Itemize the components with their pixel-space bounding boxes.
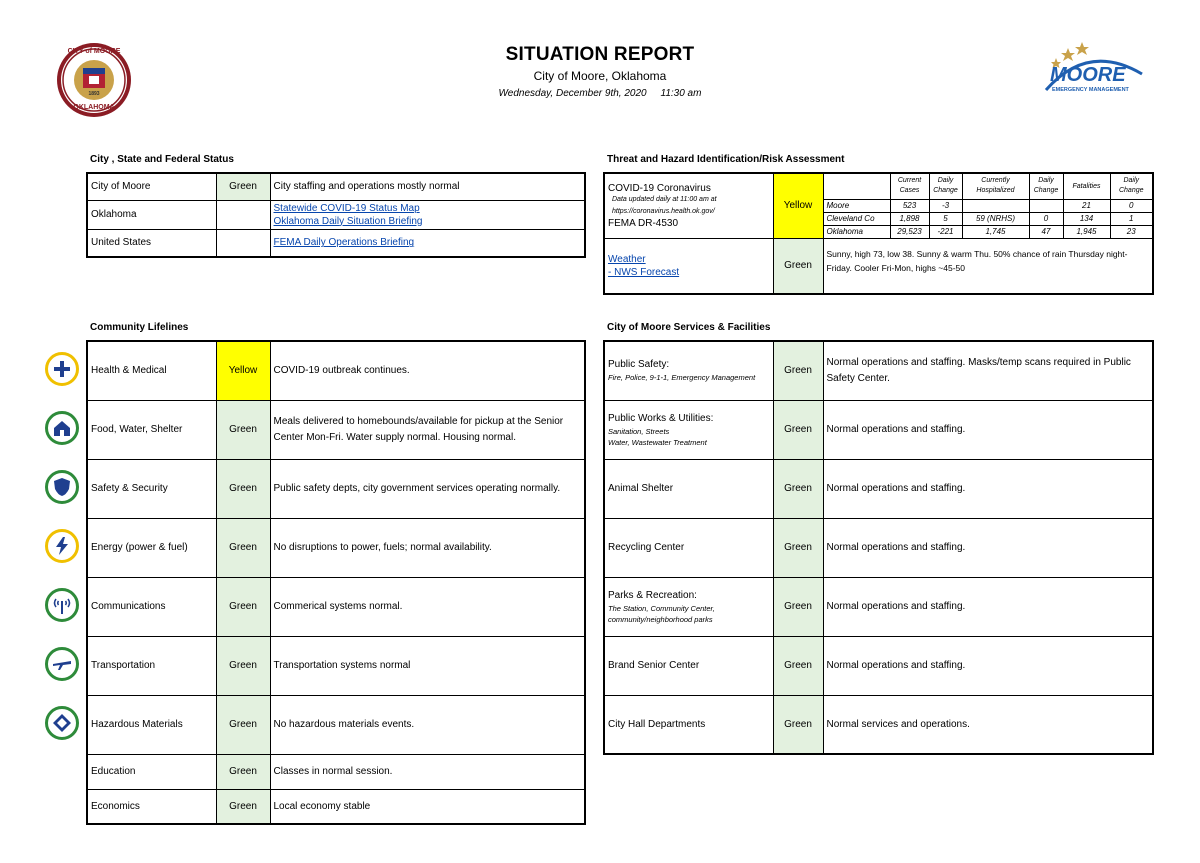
service-status: Green [773, 459, 823, 518]
lifeline-row [87, 341, 585, 400]
covid-cases: 523 [890, 199, 929, 212]
weather-notes: Sunny, high 73, low 38. Sunny & warm Thu. 50% chance of rain Thursday night-Friday. Cooler Fri-Mon, highs ~45-50 [823, 238, 1153, 294]
lifeline-name: Food, Water, Shelter [87, 400, 216, 459]
service-notes: Normal operations and staffing. [823, 518, 1153, 577]
seal-text-top: CITY of MOORE [67, 48, 121, 55]
lifeline-status: Green [216, 400, 270, 459]
transportation-icon [45, 647, 79, 681]
fatalities-header: Fatalities [1063, 173, 1110, 199]
lifeline-status: Green [216, 518, 270, 577]
lifeline-notes: Public safety depts, city government services operating normally. [270, 459, 585, 518]
covid-area: Oklahoma [823, 225, 890, 238]
lifeline-notes: Meals delivered to homebounds/available for pickup at the Senior Center Mon-Fri. Water supply normal. Housing normal. [270, 400, 585, 459]
covid-hosp: 59 (NRHS) [962, 212, 1029, 225]
status-row [87, 229, 585, 257]
lifeline-row [87, 636, 585, 695]
service-status: Green [773, 341, 823, 400]
covid-change: 5 [929, 212, 962, 225]
page-title: SITUATION REPORT [505, 44, 695, 65]
service-row [604, 459, 1153, 518]
lifeline-row [87, 695, 585, 754]
lifeline-name: Communications [87, 577, 216, 636]
logo-word: MOORE [1050, 64, 1126, 86]
covid-hosp-change [1029, 199, 1063, 212]
lifeline-status: Green [216, 577, 270, 636]
service-name: City Hall Departments [604, 695, 773, 754]
covid-cases: 1,898 [890, 212, 929, 225]
report-dateline [0, 88, 1200, 99]
service-status: Green [773, 577, 823, 636]
seal-text-bottom: OKLAHOMA [73, 104, 115, 111]
report-time: 11:30 am [660, 88, 702, 99]
status-value [216, 229, 270, 257]
lifeline-row [87, 459, 585, 518]
lifeline-status: Green [216, 789, 270, 824]
lifeline-notes: No hazardous materials events. [270, 695, 585, 754]
service-name: Parks & Recreation: [608, 589, 697, 601]
covid-hosp [962, 199, 1029, 212]
service-name: Animal Shelter [604, 459, 773, 518]
status-table [86, 172, 586, 258]
covid-change: -3 [929, 199, 962, 212]
lifeline-notes: No disruptions to power, fuels; normal availability. [270, 518, 585, 577]
weather-status: Green [773, 238, 823, 294]
current-cases-header: Current Cases [890, 173, 929, 199]
lifeline-status: Green [216, 695, 270, 754]
weather-row [604, 238, 1153, 294]
lifeline-notes: Transportation systems normal [270, 636, 585, 695]
covid-fatal: 134 [1063, 212, 1110, 225]
lifeline-notes: Local economy stable [270, 789, 585, 824]
covid-area: Cleveland Co [823, 212, 890, 225]
status-row [87, 173, 585, 200]
service-notes: Normal operations and staffing. Masks/temp scans required in Public Safety Center. [823, 341, 1153, 400]
covid-fatal: 1,945 [1063, 225, 1110, 238]
fema-dr: FEMA DR-4530 [608, 217, 679, 229]
weather-link[interactable]: Weather [608, 253, 646, 265]
status-name: City of Moore [87, 173, 216, 200]
daily-change-header: Daily Change [929, 173, 962, 199]
covid-area: Moore [823, 199, 890, 212]
service-status: Green [773, 400, 823, 459]
status-value: Green [216, 173, 270, 200]
covid-fatal: 21 [1063, 199, 1110, 212]
service-sub: community/neighborhood parks [608, 614, 713, 624]
lifeline-row [87, 577, 585, 636]
safety-security-icon [45, 470, 79, 504]
thira-table [603, 172, 1154, 295]
lifeline-name: Economics [87, 789, 216, 824]
service-row [604, 518, 1153, 577]
logo-subtext: EMERGENCY MANAGEMENT [1052, 87, 1129, 93]
services-table [603, 340, 1154, 755]
lifeline-notes: Classes in normal session. [270, 754, 585, 789]
covid-change: -221 [929, 225, 962, 238]
energy-icon [45, 529, 79, 563]
page-subtitle: City of Moore, Oklahoma [533, 69, 667, 83]
lifeline-name: Hazardous Materials [87, 695, 216, 754]
service-notes: Normal operations and staffing. [823, 459, 1153, 518]
health-medical-icon [45, 352, 79, 386]
lifelines-table [86, 340, 586, 825]
lifeline-name: Energy (power & fuel) [87, 518, 216, 577]
seal-year: 1893 [88, 91, 100, 97]
lifeline-row [87, 754, 585, 789]
lifeline-name: Transportation [87, 636, 216, 695]
service-notes: Normal operations and staffing. [823, 400, 1153, 459]
covid-note2: https://coronavirus.health.ok.gov/ [612, 207, 715, 215]
service-notes: Normal operations and staffing. [823, 636, 1153, 695]
food-water-shelter-icon [45, 411, 79, 445]
fema-briefing-link[interactable]: FEMA Daily Operations Briefing [273, 237, 415, 249]
service-status: Green [773, 518, 823, 577]
service-sub: Water, Wastewater Treatment [608, 437, 707, 447]
hospitalized-header: Currently Hospitalized [962, 173, 1029, 199]
lifeline-status: Green [216, 754, 270, 789]
status-name: Oklahoma [87, 200, 216, 229]
service-name: Recycling Center [604, 518, 773, 577]
lifeline-row [87, 518, 585, 577]
status-name: United States [87, 229, 216, 257]
lifeline-notes: COVID-19 outbreak continues. [270, 341, 585, 400]
status-section-title: City , State and Federal Status [90, 154, 234, 165]
lifelines-section-title: Community Lifelines [90, 322, 189, 333]
covid-cases: 29,523 [890, 225, 929, 238]
service-notes: Normal services and operations. [823, 695, 1153, 754]
lifeline-status: Green [216, 636, 270, 695]
service-row [604, 695, 1153, 754]
service-row [604, 636, 1153, 695]
service-sub: Fire, Police, 9-1-1, Emergency Management [608, 373, 756, 383]
nws-forecast-link[interactable]: - NWS Forecast [608, 266, 680, 278]
service-row [604, 341, 1153, 400]
report-date: Wednesday, December 9th, 2020 [498, 88, 647, 99]
covid-hosp: 1,745 [962, 225, 1029, 238]
status-value [216, 200, 270, 229]
thira-section-title: Threat and Hazard Identification/Risk Assessment [607, 154, 845, 165]
service-name: Public Safety: [608, 359, 670, 371]
lifeline-name: Health & Medical [87, 341, 216, 400]
oklahoma-briefing-link[interactable]: Oklahoma Daily Situation Briefing [273, 215, 423, 227]
covid-fatal-change: 23 [1110, 225, 1153, 238]
lifeline-name: Education [87, 754, 216, 789]
status-row [87, 200, 585, 229]
service-name: Public Works & Utilities: [608, 412, 714, 424]
services-section-title: City of Moore Services & Facilities [607, 322, 771, 333]
service-row [604, 577, 1153, 636]
service-name: Brand Senior Center [604, 636, 773, 695]
covid-hosp-change: 0 [1029, 212, 1063, 225]
covid-fatal-change: 1 [1110, 212, 1153, 225]
lifeline-status: Green [216, 459, 270, 518]
covid-fatal-change: 0 [1110, 199, 1153, 212]
lifeline-notes: Commerical systems normal. [270, 577, 585, 636]
hazardous-materials-icon [45, 706, 79, 740]
statewide-status-map-link[interactable]: Statewide COVID-19 Status Map [273, 202, 420, 214]
service-sub: The Station, Community Center, [608, 603, 715, 613]
area-header [823, 173, 890, 199]
status-notes: City staffing and operations mostly normal [270, 173, 585, 200]
service-notes: Normal operations and staffing. [823, 577, 1153, 636]
service-sub: Sanitation, Streets [608, 426, 670, 436]
hosp-change-header: Daily Change [1029, 173, 1063, 199]
fatal-change-header: Daily Change [1110, 173, 1153, 199]
moore-em-logo [1038, 40, 1148, 110]
service-status: Green [773, 636, 823, 695]
covid-cell [604, 173, 773, 238]
service-row [604, 400, 1153, 459]
covid-status: Yellow [773, 173, 823, 238]
lifeline-status: Yellow [216, 341, 270, 400]
covid-note1: Data updated daily at 11:00 am at [612, 195, 717, 203]
lifeline-row [87, 789, 585, 824]
service-status: Green [773, 695, 823, 754]
communications-icon [45, 588, 79, 622]
covid-title: COVID-19 Coronavirus [608, 182, 711, 194]
lifeline-name: Safety & Security [87, 459, 216, 518]
covid-hosp-change: 47 [1029, 225, 1063, 238]
lifeline-row [87, 400, 585, 459]
